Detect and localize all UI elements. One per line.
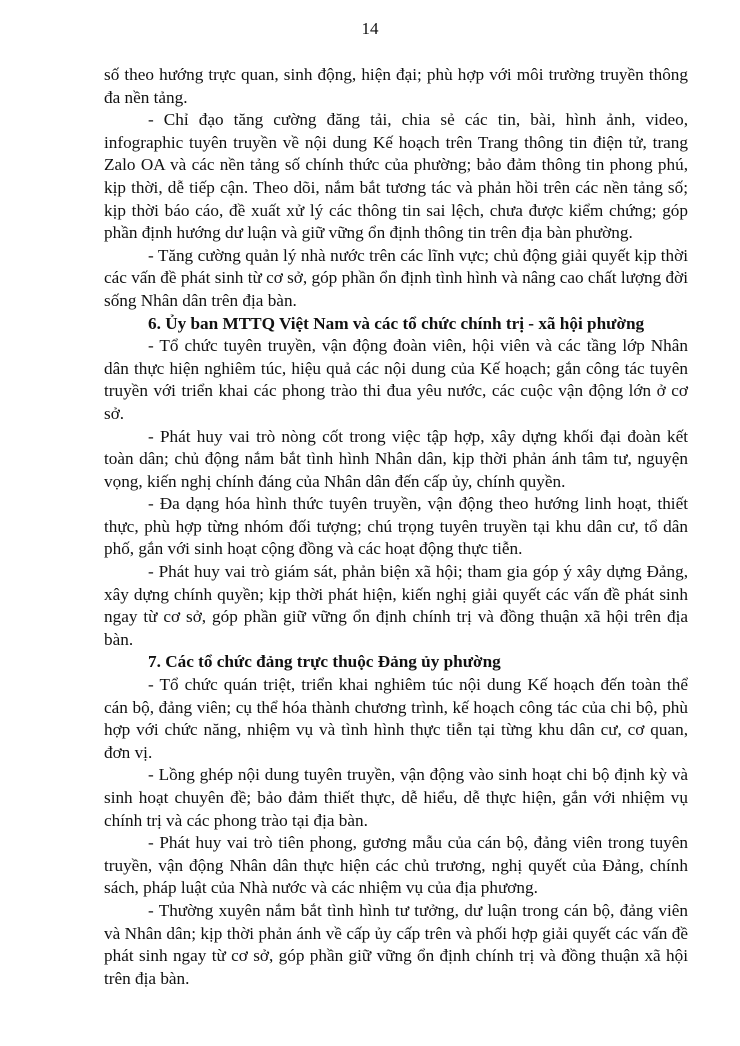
section-heading: 7. Các tổ chức đảng trực thuộc Đảng ủy phường bbox=[148, 652, 501, 672]
paragraph: - Phát huy vai trò giám sát, phản biện xã hội; tham gia góp ý xây dựng Đảng, xây dựng chính quyền; kịp thời phát hiện, kiến nghị giải quyết các vấn đề phát sinh ngay từ cơ sở, góp phần giữ vững ổn định chính trị và đồng thuận xã hội trên địa bàn. bbox=[104, 562, 688, 649]
paragraph: - Phát huy vai trò tiên phong, gương mẫu của cán bộ, đảng viên trong tuyên truyền, vận động Nhân dân thực hiện các chủ trương, nghị quyết của Đảng, chính sách, pháp luật của Nhà nước và các nhiệm vụ của địa phương. bbox=[104, 833, 688, 898]
paragraph: - Tổ chức tuyên truyền, vận động đoàn viên, hội viên và các tầng lớp Nhân dân thực hiện nghiêm túc, hiệu quả các nội dung của Kế hoạch; gắn công tác tuyên truyền với triển khai các phong trào thi đua yêu nước, các cuộc vận động lớn ở cơ sở. bbox=[104, 336, 688, 423]
paragraph: - Tổ chức quán triệt, triển khai nghiêm túc nội dung Kế hoạch đến toàn thể cán bộ, đảng viên; cụ thể hóa thành chương trình, kế hoạch công tác của chi bộ, phù hợp với chức năng, nhiệm vụ và tình hình thực tiễn tại từng khu dân cư, cơ quan, đơn vị. bbox=[104, 675, 688, 762]
paragraph: - Lồng ghép nội dung tuyên truyền, vận động vào sinh hoạt chi bộ định kỳ và sinh hoạt chuyên đề; bảo đảm thiết thực, dễ hiểu, dễ thực hiện, gắn với nhiệm vụ chính trị và các phong trào tại địa bàn. bbox=[104, 765, 688, 830]
paragraph: - Đa dạng hóa hình thức tuyên truyền, vận động theo hướng linh hoạt, thiết thực, phù hợp từng nhóm đối tượng; chú trọng tuyên truyền tại khu dân cư, tổ dân phố, gắn với sinh hoạt cộng đồng và các hoạt động thực tiễn. bbox=[104, 494, 688, 559]
section-heading: 6. Ủy ban MTTQ Việt Nam và các tổ chức chính trị - xã hội phường bbox=[148, 313, 645, 333]
document-body bbox=[104, 64, 688, 990]
paragraph: - Tăng cường quản lý nhà nước trên các lĩnh vực; chủ động giải quyết kịp thời các vấn đề phát sinh từ cơ sở, góp phần ổn định tình hình và nâng cao chất lượng đời sống Nhân dân trên địa bàn. bbox=[104, 245, 688, 310]
paragraph: - Phát huy vai trò nòng cốt trong việc tập hợp, xây dựng khối đại đoàn kết toàn dân; chủ động nắm bắt tình hình Nhân dân, kịp thời phản ánh tâm tư, nguyện vọng, kiến nghị chính đáng của Nhân dân đến cấp ủy, chính quyền. bbox=[104, 426, 688, 491]
paragraph: - Thường xuyên nắm bắt tình hình tư tưởng, dư luận trong cán bộ, đảng viên và Nhân dân; kịp thời phản ánh về cấp ủy cấp trên và phối hợp giải quyết các vấn đề phát sinh ngay từ cơ sở, góp phần giữ vững ổn định chính trị và đồng thuận xã hội trên địa bàn. bbox=[104, 900, 688, 988]
paragraph: số theo hướng trực quan, sinh động, hiện đại; phù hợp với môi trường truyền thông đa nền tảng. bbox=[104, 65, 688, 107]
paragraph: - Chỉ đạo tăng cường đăng tải, chia sẻ các tin, bài, hình ảnh, video, infographic tuyên truyền về nội dung Kế hoạch trên Trang thông tin điện tử, trang Zalo OA và các nền tảng số chính thức của phường; bảo đảm thông tin phong phú, kịp thời, dễ tiếp cận. Theo dõi, nắm bắt tương tác và phản hồi trên các nền tảng số; kịp thời báo cáo, đề xuất xử lý các thông tin sai lệch, chưa được kiểm chứng; góp phần định hướng dư luận và giữ vững ổn định thông tin trên địa bàn phường. bbox=[104, 110, 688, 243]
page-number: 14 bbox=[361, 19, 379, 38]
